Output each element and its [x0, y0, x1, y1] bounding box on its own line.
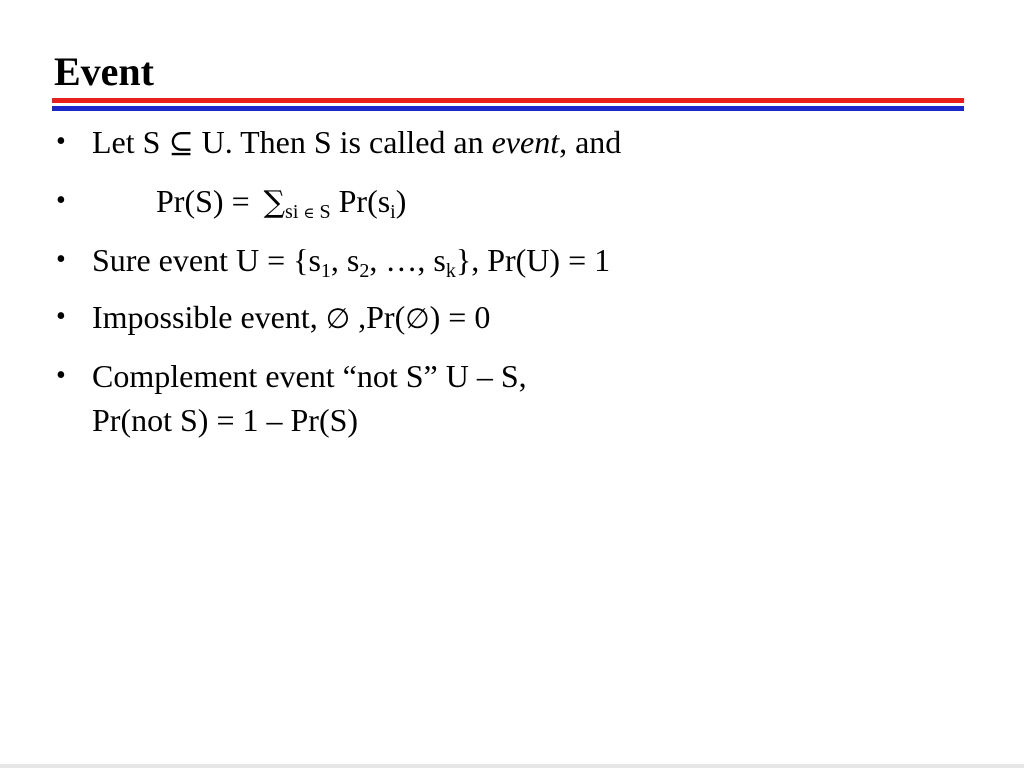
summation-symbol: ∑ — [263, 185, 286, 220]
formula-lhs: Pr(S) = — [156, 183, 258, 219]
bullet-text: Impossible event, — [92, 299, 326, 335]
bullet-marker: • — [56, 301, 66, 332]
subset-symbol: ⊆ — [168, 126, 194, 161]
bottom-edge — [0, 764, 1024, 768]
bullet-text: }, Pr(U) = 1 — [455, 242, 611, 278]
bullet-item-impossible-event — [56, 295, 956, 341]
bullet-marker: • — [56, 126, 66, 157]
bullet-text-line1: Complement event “not S” U – S, — [92, 358, 527, 394]
bullet-text: Let S — [92, 124, 169, 160]
subscript-1: 1 — [320, 260, 331, 282]
bullet-text: , …, s — [369, 242, 446, 278]
bullet-marker: • — [56, 244, 66, 275]
subscript-si: si — [285, 201, 299, 223]
bullet-marker: • — [56, 185, 66, 216]
formula-close: ) — [395, 183, 407, 219]
title-rule-blue — [52, 106, 964, 111]
empty-set-symbol: ∅ — [405, 302, 430, 335]
emphasized-term: event — [491, 124, 560, 160]
element-of-symbol: ∈ — [303, 204, 315, 222]
bullet-text-line2: Pr(not S) = 1 – Pr(S) — [92, 402, 359, 438]
bullet-text: , and — [559, 124, 622, 160]
bullet-text: Sure event U = {s — [92, 242, 321, 278]
subscript-i: i — [390, 201, 396, 223]
bullet-list — [56, 120, 956, 455]
bullet-text: , s — [330, 242, 360, 278]
bullet-marker: • — [56, 360, 66, 391]
summation-subscript — [285, 201, 331, 223]
bullet-item-complement-event — [56, 354, 956, 442]
bullet-text: ,Pr( — [350, 299, 406, 335]
empty-set-symbol: ∅ — [325, 302, 351, 335]
bullet-item-probability-formula — [56, 179, 956, 225]
bullet-text: U. Then S is called an — [193, 124, 492, 160]
subscript-k: k — [445, 260, 456, 282]
bullet-item-event-definition — [56, 120, 956, 166]
formula-rhs: Pr(s — [330, 183, 391, 219]
subscript-s: S — [319, 201, 331, 223]
subscript-2: 2 — [359, 260, 370, 282]
bullet-text: ) = 0 — [429, 299, 491, 335]
slide-title: Event — [54, 49, 154, 94]
bullet-item-sure-event — [56, 238, 956, 282]
